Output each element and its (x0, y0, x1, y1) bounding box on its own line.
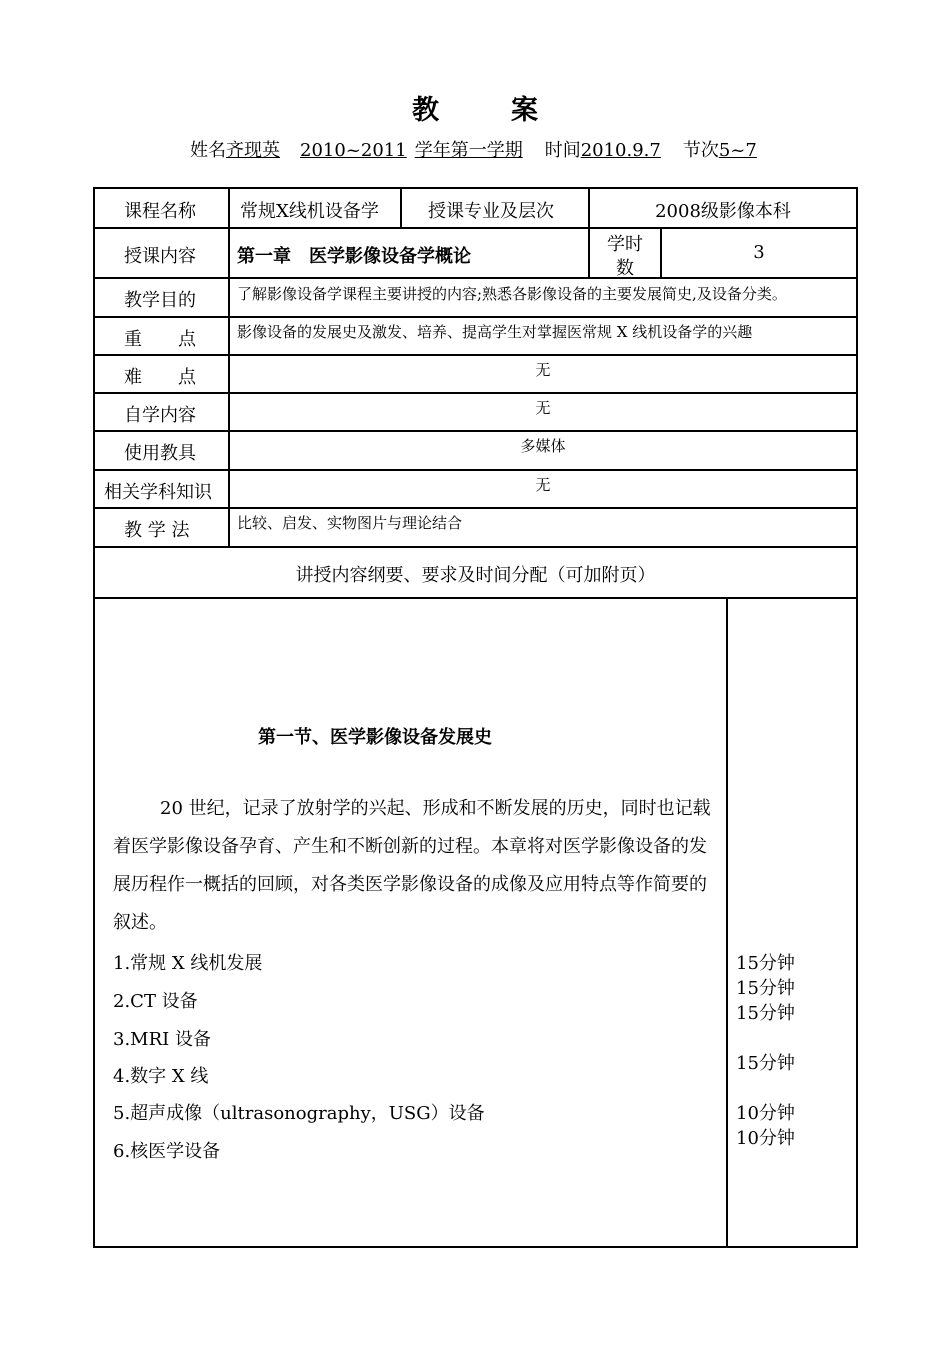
method-label: 教 学 法 (124, 520, 190, 541)
body-paragraph (113, 790, 721, 942)
table-line (856, 187, 858, 1248)
list-item: 4.数字 X 线 (113, 1066, 209, 1087)
time-allocation: 10分钟 (736, 1103, 795, 1124)
list-item: 1.常规 X 线机发展 (113, 953, 263, 974)
major-value: 2008级影像本科 (655, 201, 791, 222)
hours-label-1: 学时 (607, 234, 643, 255)
title-char-2: 案 (511, 95, 540, 126)
time-allocation: 15分钟 (736, 1053, 795, 1074)
method-value: 比较、启发、实物图片与理论结合 (237, 514, 463, 532)
time-label: 时间 (544, 140, 581, 161)
self-study-label: 自学内容 (124, 405, 196, 426)
tools-value: 多媒体 (520, 437, 566, 455)
table-line (93, 227, 858, 229)
related-value: 无 (535, 476, 551, 494)
school-year: 2010~2011 (300, 140, 407, 161)
table-line (93, 392, 858, 394)
table-line (93, 430, 858, 432)
hours-label-2: 数 (616, 258, 634, 279)
difficulty-value: 无 (535, 361, 551, 379)
meta-line (190, 136, 757, 162)
list-item: 3.MRI 设备 (113, 1029, 211, 1050)
table-line (93, 277, 858, 279)
section-value: 5~7 (718, 140, 757, 161)
tools-label: 使用教具 (124, 443, 196, 464)
table-line (93, 507, 858, 509)
related-label: 相关学科知识 (104, 482, 212, 503)
section-title: 第一节、医学影像设备发展史 (258, 727, 492, 748)
table-line (93, 187, 858, 189)
list-item: 6.核医学设备 (113, 1141, 221, 1162)
page-title (0, 88, 952, 127)
time-allocation: 15分钟 (736, 1003, 795, 1024)
course-name-label: 课程名称 (124, 201, 196, 222)
self-study-value: 无 (535, 399, 551, 417)
time-allocation: 15分钟 (736, 953, 795, 974)
content-label: 授课内容 (124, 246, 196, 267)
section-label: 节次 (682, 140, 719, 161)
table-line (93, 354, 858, 356)
time-value: 2010.9.7 (580, 140, 661, 161)
table-line (93, 597, 858, 599)
list-item: 2.CT 设备 (113, 991, 198, 1012)
table-line (93, 316, 858, 318)
objective-value: 了解影像设备学课程主要讲授的内容;熟悉各影像设备的主要发展简史,及设备分类。 (237, 285, 787, 303)
table-line (726, 597, 728, 1248)
table-line (93, 469, 858, 471)
title-char-1: 教 (412, 95, 441, 126)
key-point-value: 影像设备的发展史及激发、培养、提高学生对掌握医常规 X 线机设备学的兴趣 (237, 323, 753, 341)
course-name-value: 常规X线机设备学 (240, 201, 379, 222)
time-allocation: 15分钟 (736, 978, 795, 999)
list-item: 5.超声成像（ultrasonography，USG）设备 (113, 1103, 485, 1124)
table-line (400, 187, 402, 228)
semester: 学年第一学期 (414, 140, 523, 161)
hours-value: 3 (753, 242, 765, 263)
name-value: 齐现英 (226, 140, 280, 161)
table-line (93, 1246, 858, 1248)
difficulty-label: 难 点 (124, 367, 196, 388)
time-allocation: 10分钟 (736, 1128, 795, 1149)
major-label: 授课专业及层次 (428, 201, 554, 222)
content-value: 第一章 医学影像设备学概论 (237, 246, 471, 267)
table-line (93, 187, 95, 1248)
outline-header: 讲授内容纲要、要求及时间分配（可加附页） (295, 565, 656, 586)
name-label: 姓名 (190, 140, 226, 161)
table-line (93, 546, 858, 548)
key-point-label: 重 点 (124, 329, 196, 350)
paragraph-text: 20 世纪，记录了放射学的兴起、形成和不断发展的历史，同时也记载着医学影像设备孕育、产生和不断创新的过程。本章将对医学影像设备的发展历程作一概括的回顾，对各类医学影像设备的成像及应用特点等作简要的叙述。 (113, 798, 711, 933)
objective-label: 教学目的 (124, 290, 196, 311)
